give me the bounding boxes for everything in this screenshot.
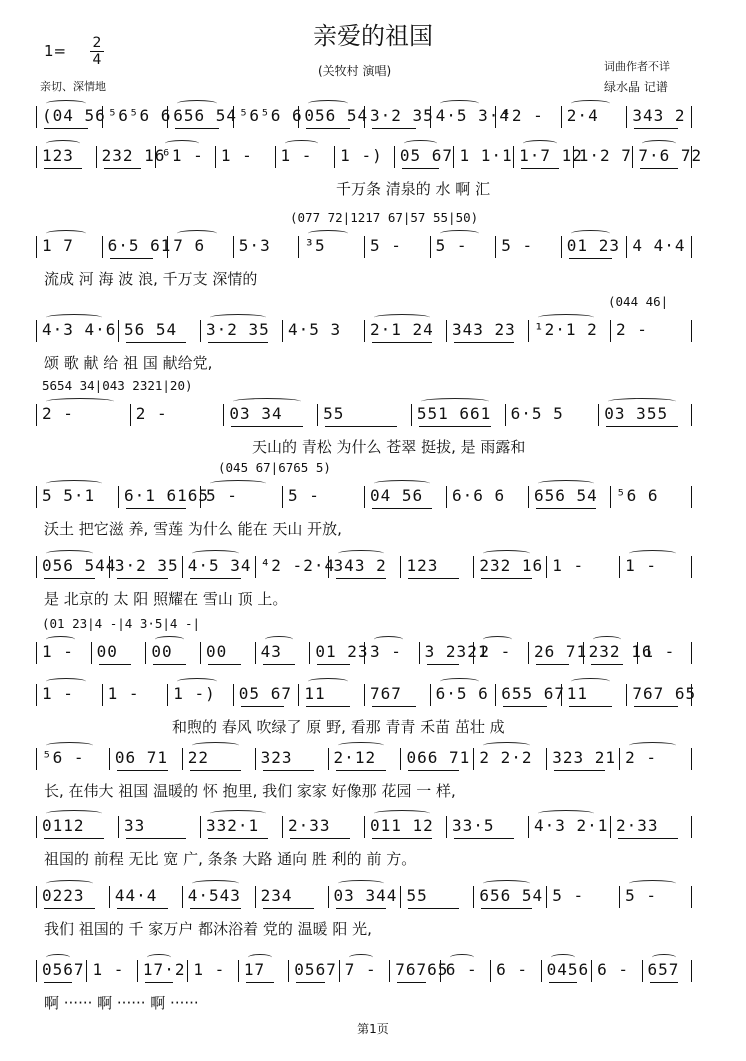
beam-underline — [640, 168, 678, 169]
beam-underline — [402, 168, 440, 169]
measure: 655 67 — [501, 684, 565, 703]
measure: 01 23 — [315, 642, 369, 661]
measure: 0223 — [42, 886, 85, 905]
measure: 11 — [566, 684, 589, 703]
measure: 2·12 — [333, 748, 377, 767]
beam-underline — [306, 128, 350, 129]
beam-underline — [336, 908, 387, 909]
measure: 656 54 — [479, 886, 544, 905]
measure: 7 6 — [173, 236, 206, 255]
accompaniment-line: (044 46| — [608, 294, 669, 309]
measure: 2·4 — [566, 106, 599, 125]
notes-line — [36, 746, 692, 772]
measure: 6 - — [445, 960, 478, 979]
measure: 2·33 — [288, 816, 331, 835]
measure: 03 34 — [229, 404, 283, 423]
beam-underline — [208, 342, 268, 343]
measure: 1 1·1 — [459, 146, 513, 165]
measure: ⁵6 - — [42, 748, 85, 767]
lyrics-line: 天山的 青松 为什么 苍翠 挺拔, 是 雨露和 — [252, 438, 526, 456]
beam-underline — [290, 838, 350, 839]
beam-underline — [536, 664, 569, 665]
composer-credit: 词曲作者不详 — [604, 60, 670, 73]
beam-underline — [296, 982, 324, 983]
measure: 0112 — [42, 816, 85, 835]
measure: 22 — [187, 748, 210, 767]
beam-underline — [117, 908, 168, 909]
lyrics-line: 沃土 把它滋 养, 雪莲 为什么 能在 天山 开放, — [44, 520, 342, 538]
beam-underline — [44, 908, 95, 909]
measure: 33·5 — [452, 816, 495, 835]
measure: 1 - — [643, 642, 676, 661]
measure: 33 — [124, 816, 146, 835]
measure: 123 — [42, 146, 74, 165]
accompaniment-line: (01 23|4 -|4 3·5|4 -| — [42, 616, 201, 631]
notation-system — [36, 958, 692, 1012]
measure: 0456 — [546, 960, 590, 979]
measure: 343 23 — [452, 320, 516, 339]
lyrics-line: 祖国的 前程 无比 宽 广, 条条 大路 通向 胜 利的 前 方。 — [44, 850, 417, 868]
beam-underline — [110, 258, 154, 259]
measure: 323 21 — [552, 748, 617, 767]
beam-underline — [408, 770, 459, 771]
notes-line — [36, 318, 692, 344]
measure: 4·5 3·4 — [435, 106, 511, 125]
beam-underline — [317, 664, 350, 665]
measure: 123 — [406, 556, 439, 575]
measure: 5 - — [370, 236, 402, 255]
beam-underline — [336, 770, 387, 771]
measure: 343 2 — [333, 556, 387, 575]
beam-underline — [481, 578, 532, 579]
measure: 2 - — [625, 748, 658, 767]
beam-underline — [618, 838, 678, 839]
measure: 5 - — [206, 486, 238, 505]
notation-system — [36, 104, 692, 134]
measure: 04 56 — [370, 486, 424, 505]
measure: 657 — [647, 960, 680, 979]
measure: 05 67 — [238, 684, 292, 703]
notation-system — [36, 884, 692, 938]
beam-underline — [634, 706, 678, 707]
measure: 056 544 — [42, 556, 117, 575]
beam-underline — [306, 706, 350, 707]
beam-underline — [241, 706, 285, 707]
measure: 1 - — [42, 642, 74, 661]
measure: 332·1 — [206, 816, 260, 835]
measure: 0567 — [294, 960, 337, 979]
measure: 7 - — [344, 960, 377, 979]
lyrics-line: 长, 在伟大 祖国 温暖的 怀 抱里, 我们 家家 好像那 花园 一 样, — [44, 782, 456, 800]
beam-underline — [481, 908, 532, 909]
measure: 2 - — [479, 642, 512, 661]
beam-underline — [117, 770, 168, 771]
measure: 4·5 3 — [288, 320, 342, 339]
beam-underline — [153, 664, 186, 665]
measure: 17·2 — [142, 960, 186, 979]
measure: 4 4·4 — [632, 236, 686, 255]
measure: 1 - — [107, 684, 140, 703]
beam-underline — [44, 982, 72, 983]
measure: 323 — [260, 748, 293, 767]
beam-underline — [99, 664, 132, 665]
measure: 6·1 6165 — [124, 486, 210, 505]
beam-underline — [263, 908, 314, 909]
beam-underline — [549, 982, 577, 983]
beam-underline — [372, 508, 432, 509]
accompaniment-line: (077 72|1217 67|57 55|50) — [290, 210, 479, 225]
beam-underline — [117, 578, 168, 579]
measure: (04 56 — [42, 106, 106, 125]
measure: ⁵6 6 — [616, 486, 659, 505]
notation-system — [36, 294, 692, 372]
page-number: 第1页 — [357, 1022, 389, 1036]
measure: 056 54 — [304, 106, 369, 125]
notes-line — [36, 402, 692, 428]
beam-underline — [569, 258, 613, 259]
measure: ⁵6⁵6 6 — [238, 106, 303, 125]
measure: 2 - — [135, 404, 168, 423]
measure: 17 — [243, 960, 266, 979]
measure: 3 2321 — [424, 642, 489, 661]
notation-system — [36, 616, 692, 670]
measure: 232 16 — [101, 146, 166, 165]
notes-line — [36, 640, 692, 666]
measure: 6·5 6 — [435, 684, 489, 703]
measure: 03 344 — [333, 886, 398, 905]
measure: 01 23 — [566, 236, 620, 255]
measure: 066 71 — [406, 748, 471, 767]
measure: 551 661 — [416, 404, 492, 423]
notation-system — [36, 210, 692, 288]
beam-underline — [263, 770, 314, 771]
beam-underline — [336, 578, 387, 579]
measure: ³5 — [304, 236, 326, 255]
notation-system — [36, 378, 692, 456]
measure: 5·3 — [238, 236, 271, 255]
measure: 767 65 — [632, 684, 697, 703]
measure: 55 — [406, 886, 428, 905]
beam-underline — [208, 664, 241, 665]
beam-underline — [591, 664, 624, 665]
measure: 1 - — [220, 146, 253, 165]
measure: 1 -) — [173, 684, 216, 703]
lyrics-line: 我们 祖国的 千 家万户 都沐浴着 党的 温暖 阳 光, — [44, 920, 372, 938]
beam-underline — [44, 168, 82, 169]
notation-system — [36, 460, 692, 538]
beam-underline — [44, 838, 104, 839]
measure: 5 - — [435, 236, 468, 255]
measure: 5 - — [552, 886, 585, 905]
measure: 232 16 — [588, 642, 653, 661]
measure: 76765 — [395, 960, 449, 979]
measure: 43 — [260, 642, 282, 661]
beam-underline — [408, 578, 459, 579]
measure: 1 - — [193, 960, 226, 979]
measure: 1 - — [280, 146, 313, 165]
notes-line — [36, 958, 692, 984]
measure: 55 — [323, 404, 345, 423]
beam-underline — [145, 982, 173, 983]
notes-line — [36, 484, 692, 510]
measure: 2·33 — [616, 816, 659, 835]
measure: 2 - — [616, 320, 648, 339]
beam-underline — [606, 426, 678, 427]
lyrics-line: 和煦的 春风 吹绿了 原 野, 看那 青青 禾苗 茁壮 成 — [172, 718, 505, 736]
beam-underline — [569, 706, 613, 707]
measure: 2 2·2 — [479, 748, 533, 767]
time-top: 2 — [92, 35, 102, 51]
measure: ⁵6⁵6 6 — [107, 106, 172, 125]
beam-underline — [454, 838, 514, 839]
beam-underline — [536, 508, 596, 509]
measure: 5 - — [625, 886, 658, 905]
measure: 3·2 35 — [206, 320, 270, 339]
measure: 5 5·1 — [42, 486, 96, 505]
measure: 05 67 — [399, 146, 453, 165]
measure: 343 2 — [632, 106, 686, 125]
notes-line — [36, 554, 692, 580]
measure: 3·2 35 — [114, 556, 179, 575]
beam-underline — [650, 982, 678, 983]
measure: 4·3 2·1 — [534, 816, 609, 835]
measure: 1 - — [42, 684, 74, 703]
notes-line — [36, 234, 692, 260]
measure: 3·2 35 — [370, 106, 434, 125]
beam-underline — [126, 508, 186, 509]
notation-system — [36, 682, 697, 736]
lyrics-line: 啊 ······ 啊 ······ 啊 ······ — [44, 994, 199, 1012]
measure: 03 355 — [604, 404, 669, 423]
beam-underline — [246, 982, 274, 983]
measure: 7·6 72 — [638, 146, 703, 165]
beam-underline — [372, 706, 416, 707]
accompaniment-line: (045 67|6765 5) — [218, 460, 331, 475]
beam-underline — [44, 578, 95, 579]
beam-underline — [104, 168, 142, 169]
notation-system — [36, 746, 692, 800]
measure: ⁶1 - — [161, 146, 204, 165]
beam-underline — [190, 578, 241, 579]
beam-underline — [372, 838, 432, 839]
beam-underline — [325, 426, 397, 427]
measure: 6·5 5 — [510, 404, 564, 423]
key-signature: 1= — [44, 42, 67, 60]
time-bottom: 4 — [92, 52, 102, 68]
lyrics-line: 流成 河 海 波 浪, 千万支 深情的 — [44, 270, 258, 288]
beam-underline — [190, 908, 241, 909]
beam-underline — [397, 982, 425, 983]
measure: 1 -) — [340, 146, 383, 165]
measure: 6·5 61 — [107, 236, 172, 255]
measure: 1·2 7 — [578, 146, 632, 165]
beam-underline — [454, 342, 514, 343]
lyrics-line: 是 北京的 太 阳 照耀在 雪山 顶 上。 — [44, 590, 288, 608]
notes-line — [36, 144, 703, 170]
beam-underline — [372, 342, 432, 343]
beam-underline — [44, 128, 88, 129]
measure: 6·6 6 — [452, 486, 506, 505]
measure: 4·3 4·6 — [42, 320, 117, 339]
measure: 1·7 12 — [519, 146, 583, 165]
lyrics-line: 千万条 清泉的 水 啊 汇 — [336, 180, 491, 198]
measure: 4·5 34 — [187, 556, 252, 575]
measure: 3 - — [370, 642, 402, 661]
accompaniment-line: 5654 34|043 2321|20) — [42, 378, 193, 393]
measure: 5 - — [501, 236, 534, 255]
beam-underline — [554, 770, 605, 771]
measure: 11 — [304, 684, 326, 703]
measure: 00 — [151, 642, 173, 661]
beam-underline — [190, 770, 241, 771]
measure: 56 54 — [124, 320, 178, 339]
measure: 44·4 — [114, 886, 158, 905]
notes-line — [36, 814, 692, 840]
beam-underline — [231, 426, 303, 427]
measure: 656 54 — [173, 106, 237, 125]
lyrics-line: 颂 歌 献 给 祖 国 献给党, — [44, 354, 213, 372]
measure: 1 7 — [42, 236, 74, 255]
notation-system — [36, 814, 692, 868]
notes-line — [36, 884, 692, 910]
expression-mark: 亲切、深情地 — [40, 80, 106, 93]
measure: ¹2·1 2 — [534, 320, 598, 339]
measure: 06 71 — [114, 748, 169, 767]
measure: 2 - — [42, 404, 74, 423]
measure: 5 - — [288, 486, 320, 505]
notation-system — [36, 144, 703, 198]
performer: (关牧村 演唱) — [318, 64, 392, 78]
beam-underline — [634, 128, 678, 129]
beam-underline — [208, 838, 268, 839]
beam-underline — [408, 908, 459, 909]
measure: 232 16 — [479, 556, 544, 575]
measure: 00 — [96, 642, 118, 661]
measure: 00 — [206, 642, 228, 661]
notes-line — [36, 104, 692, 130]
measure: 767 — [370, 684, 402, 703]
time-signature — [90, 36, 104, 67]
measure: 6 - — [597, 960, 629, 979]
measure: 1 - — [625, 556, 658, 575]
measure: 011 12 — [370, 816, 434, 835]
measure: 234 — [260, 886, 293, 905]
beam-underline — [175, 128, 219, 129]
notation-system — [36, 554, 692, 608]
beam-underline — [521, 168, 559, 169]
measure: 4·543 — [187, 886, 241, 905]
beam-underline — [263, 664, 296, 665]
beam-underline — [419, 426, 491, 427]
measure: 0567 — [42, 960, 85, 979]
beam-underline — [372, 128, 416, 129]
beam-underline — [427, 664, 460, 665]
notes-line — [36, 682, 697, 708]
measure: 656 54 — [534, 486, 598, 505]
measure: 2·1 24 — [370, 320, 434, 339]
beam-underline — [126, 342, 186, 343]
measure: 1 - — [552, 556, 585, 575]
song-title: 亲爱的祖国 — [313, 22, 433, 50]
beam-underline — [126, 838, 186, 839]
transcriber-credit: 绿水晶 记谱 — [604, 80, 668, 94]
measure: 6 - — [496, 960, 529, 979]
measure: 26 71 — [534, 642, 588, 661]
measure: 1 - — [92, 960, 125, 979]
measure: ⁴2 -2·4 — [260, 556, 336, 575]
beam-underline — [503, 706, 547, 707]
measure: ⁴2 - — [501, 106, 544, 125]
